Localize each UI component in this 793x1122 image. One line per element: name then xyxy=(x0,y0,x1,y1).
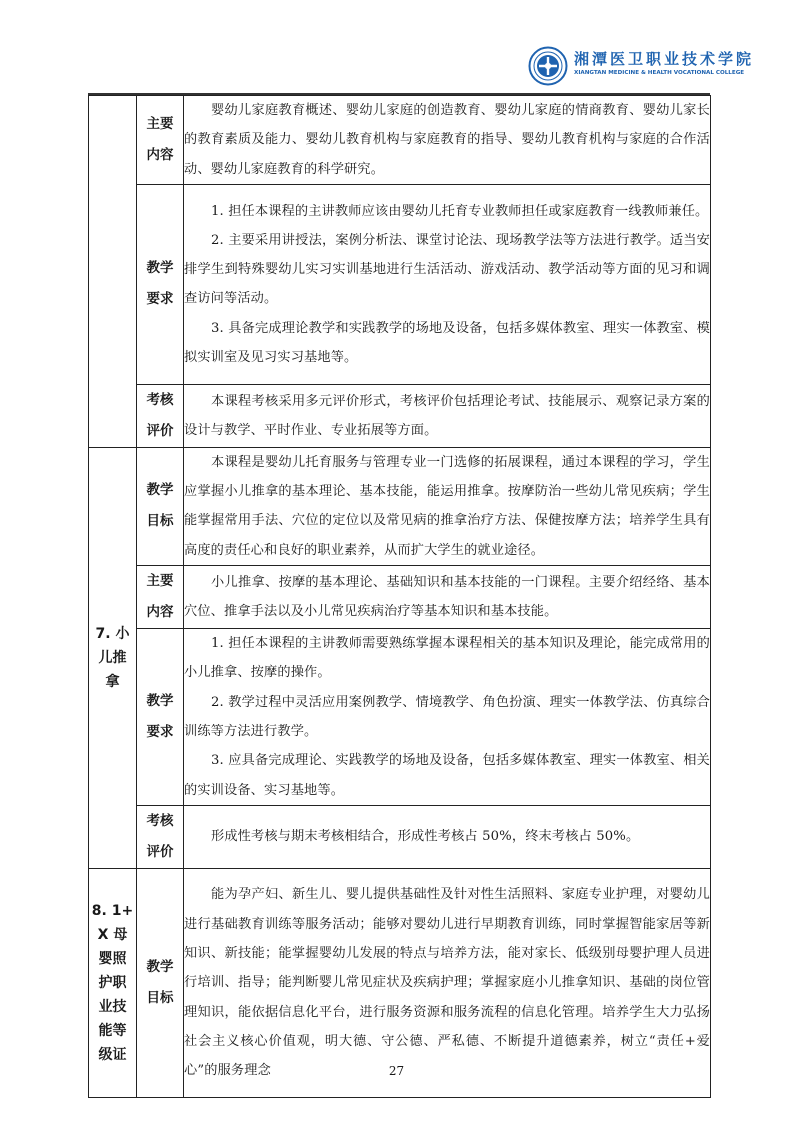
row-label-line: 目标 xyxy=(146,989,174,1006)
row-label-line: 要求 xyxy=(146,723,174,740)
course-name-line: X 母 xyxy=(97,926,128,943)
row-label-line: 教学 xyxy=(146,692,174,709)
row-label-line: 评价 xyxy=(146,422,174,439)
row-content-cell xyxy=(184,566,711,629)
row-label-line: 目标 xyxy=(146,513,174,530)
course-name-line: 业技 xyxy=(98,998,127,1015)
course-name-line: 8. 1+ xyxy=(91,902,134,919)
row-label-line: 主要 xyxy=(146,573,174,590)
row-label-cell xyxy=(137,629,184,806)
table-row xyxy=(89,384,711,447)
row-label-line: 主要 xyxy=(146,115,174,132)
table-row xyxy=(89,805,711,868)
row-label-line: 教学 xyxy=(146,260,174,277)
content-paragraph: 本课程考核采用多元评价形式，考核评价包括理论考试、技能展示、观察记录方案的设计与教学、平时作业、专业拓展等方面。 xyxy=(184,393,710,438)
page-number: 27 xyxy=(388,1064,405,1078)
table-row xyxy=(89,96,711,185)
content-paragraph: 2. 主要采用讲授法，案例分析法、课堂讨论法、现场教学法等方法进行教学。适当安排学生到特殊婴幼儿实习实训基地进行生活活动、游戏活动、教学活动等方面的见习和调查访问等活动。 xyxy=(184,232,710,307)
row-label-line: 考核 xyxy=(146,812,174,829)
row-label-cell xyxy=(137,805,184,868)
row-content-cell xyxy=(184,384,711,447)
college-name-en: XIANGTAN MEDICINE & HEALTH VOCATIONAL COLLEGE xyxy=(574,70,745,76)
content-paragraph: 能为孕产妇、新生儿、婴儿提供基础性及针对性生活照料、家庭专业护理，对婴幼儿进行基础教育训练等服务活动；能够对婴幼儿进行早期教育训练，同时掌握智能家居等新知识、新技能；能掌握婴幼儿发展的特点与培养方法，能对家长、低级别母婴护理人员进行培训、指导；能判断婴儿常见症状及疾病护理；掌握家庭小儿推拿知识、基础的岗位管理知识，能依据信息化平台，进行服务资源和服务流程的信息化管理。培养学生大力弘扬社会主义核心价值观，明大德、守公德、严私德、不断提升道德素养，树立“责任+爱心”的服务理念 xyxy=(184,887,710,1079)
row-label-line: 考核 xyxy=(146,391,174,408)
content-paragraph: 小儿推拿、按摩的基本理论、基础知识和基本技能的一门课程。主要介绍经络、基本穴位、推拿手法以及小儿常见疾病治疗等基本知识和基本技能。 xyxy=(184,574,710,620)
row-label-cell xyxy=(137,96,184,185)
row-label-cell xyxy=(137,447,184,565)
course-name-line: 级证 xyxy=(98,1046,127,1063)
row-label-cell xyxy=(137,566,184,629)
row-label-line: 内容 xyxy=(146,146,174,163)
curriculum-table xyxy=(88,95,711,1098)
course-name-line: 护职 xyxy=(98,974,127,991)
row-label-line: 教学 xyxy=(146,482,174,499)
course-name-line: 7. 小 xyxy=(95,625,130,642)
table-row xyxy=(89,868,711,1097)
row-label-cell xyxy=(137,384,184,447)
row-content-cell xyxy=(184,447,711,565)
content-paragraph: 3. 应具备完成理论、实践教学的场地及设备，包括多媒体教室、理实一体教室、相关的实训设备、实习基地等。 xyxy=(184,753,710,798)
row-content-cell xyxy=(184,96,711,185)
course-name-cell xyxy=(89,96,137,448)
row-label-line: 教学 xyxy=(146,958,174,975)
course-name-line: 儿推 xyxy=(98,649,127,666)
row-label-line: 评价 xyxy=(146,843,174,860)
content-paragraph: 3. 具备完成理论教学和实践教学的场地及设备，包括多媒体教室、理实一体教室、模拟实训室及见习实习基地等。 xyxy=(184,320,710,365)
college-name-cn: 湘潭医卫职业技术学院 xyxy=(574,50,755,68)
course-name-line: 能等 xyxy=(98,1022,127,1039)
content-paragraph: 本课程是婴幼儿托育服务与管理专业一门选修的拓展课程，通过本课程的学习，学生应掌握小儿推拿的基本理论、基本技能，能运用推拿。按摩防治一些幼儿常见疾病；学生能掌握常用手法、穴位的定位以及常见病的推拿治疗方法、保健按摩方法；培养学生具有高度的责任心和良好的职业素养，从而扩大学生的就业途径。 xyxy=(184,454,710,558)
table-row xyxy=(89,447,711,565)
row-content-cell xyxy=(184,184,711,384)
college-emblem-icon xyxy=(528,46,568,86)
course-name-cell xyxy=(89,447,137,868)
college-logo xyxy=(528,46,755,86)
table-row xyxy=(89,629,711,806)
row-label-line: 内容 xyxy=(146,604,174,621)
course-name-cell xyxy=(89,868,137,1097)
content-paragraph: 1. 担任本课程的主讲教师应该由婴幼儿托育专业教师担任或家庭教育一线教师兼任。 xyxy=(211,203,709,219)
course-name-line: 拿 xyxy=(105,673,120,690)
row-content-cell xyxy=(184,805,711,868)
row-label-cell xyxy=(137,868,184,1097)
row-label-line: 要求 xyxy=(146,291,174,308)
table-row xyxy=(89,184,711,384)
table-row xyxy=(89,566,711,629)
content-paragraph: 1. 担任本课程的主讲教师需要熟练掌握本课程相关的基本知识及理论，能完成常用的小儿推拿、按摩的操作。 xyxy=(184,636,710,681)
content-paragraph: 2. 教学过程中灵活应用案例教学、情境教学、角色扮演、理实一体教学法、仿真综合训练等方法进行教学。 xyxy=(184,694,710,739)
content-paragraph: 婴幼儿家庭教育概述、婴幼儿家庭的创造教育、婴幼儿家庭的情商教育、婴幼儿家长的教育素质及能力、婴幼儿教育机构与家庭教育的指导、婴幼儿教育机构与家庭的合作活动、婴幼儿家庭教育的科学研究。 xyxy=(184,103,710,177)
row-content-cell xyxy=(184,868,711,1097)
row-content-cell xyxy=(184,629,711,806)
row-label-cell xyxy=(137,184,184,384)
course-name-line: 婴照 xyxy=(98,950,127,967)
content-paragraph: 形成性考核与期末考核相结合，形成性考核占 50%，终末考核占 50%。 xyxy=(211,829,640,845)
